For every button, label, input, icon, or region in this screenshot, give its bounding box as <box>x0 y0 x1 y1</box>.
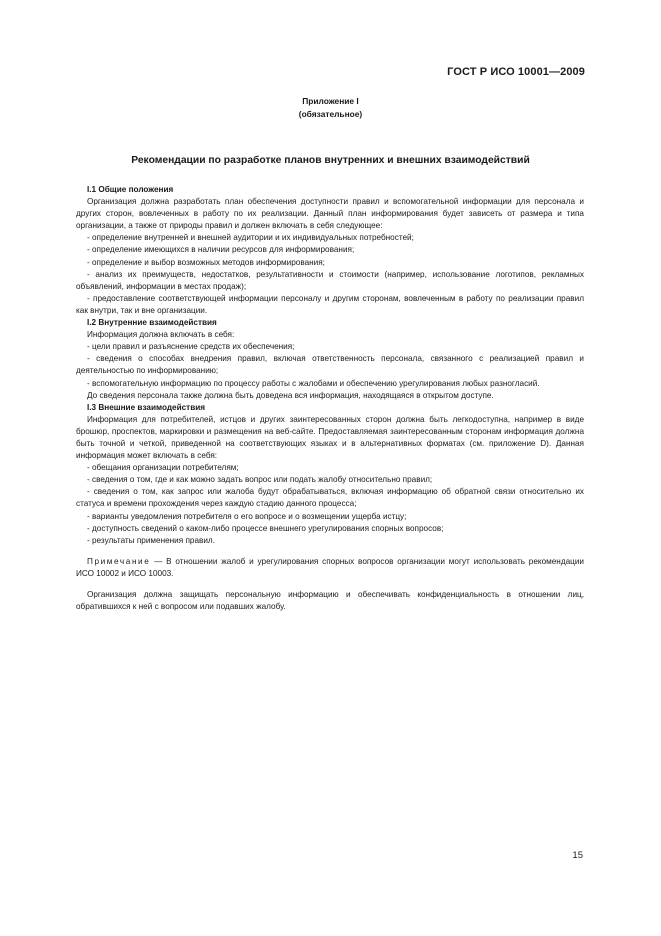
section-heading: I.2 Внутренние взаимодействия <box>87 318 217 328</box>
main-title: Рекомендации по разработке планов внутренних и внешних взаимодействий <box>131 155 530 166</box>
note-text: — В отношении жалоб и урегулирования спорных вопросов организации могут использовать рекомендации ИСО 10002 и ИСО 10003. <box>76 556 584 578</box>
list-item: - доступность сведений о каком-либо процессе внешнего урегулирования спорных вопросов; <box>87 523 444 533</box>
closing-paragraph: Организация должна защищать персональную информацию и обеспечивать конфиденциальность в отношении лиц, обратившихся к ней с вопросом или подавших жалобу. <box>76 590 584 612</box>
section-heading: I.1 Общие положения <box>87 185 174 194</box>
list-item: - анализ их преимуществ, недостатков, результативности и стоимости (например, использование логотипов, рекламных объявлений, информации в местах продаж); <box>76 269 584 291</box>
list-item: - варианты уведомления потребителя о его вопросе и о возмещении ущерба истцу; <box>87 511 407 521</box>
list-item: - цели правил и разъяснение средств их обеспечения; <box>87 342 295 352</box>
list-item: - сведения о том, где и как можно задать вопрос или подать жалобу относительно правил; <box>87 475 433 485</box>
appendix-heading <box>0 95 661 121</box>
appendix-status: (обязательное) <box>298 109 363 119</box>
list-item: - сведения о том, как запрос или жалоба будут обрабатываться, включая информацию об обратной связи относительно их статуса и времени прохождения через каждую стадию данного процесса; <box>76 487 584 509</box>
list-item: - определение внутренней и внешней аудитории и их индивидуальных потребностей; <box>87 233 414 243</box>
list-item: - сведения о способах внедрения правил, включая ответственность персонала, связанного с реализацией правил и деятельностью по информированию; <box>76 354 584 376</box>
section-heading: I.3 Внешние взаимодействия <box>87 402 206 412</box>
section-intro: Информация должна включать в себя: <box>87 330 235 340</box>
section-intro: Информация для потребителей, истцов и других заинтересованных сторон должна быть легкодоступна, например в виде брошюр, проспектов, маркировки и размещения на веб-сайте. Предоставляемая заинтересованным сторонам информация должна быть точной и четкой, приведенной на соответствующих языках и в альтернативных форматах (см. приложение D). Данная информация может включать в себя: <box>76 414 584 461</box>
list-item: - предоставление соответствующей информации персоналу и другим сторонам, вовлеченным в работу по реализации правил как внутри, так и вне организации. <box>76 293 584 315</box>
page-number: 15 <box>572 850 583 861</box>
appendix-title: Приложение I <box>302 96 359 106</box>
list-item: - определение и выбор возможных методов информирования; <box>87 257 325 267</box>
document-code: ГОСТ Р ИСО 10001—2009 <box>447 66 585 78</box>
document-body <box>76 184 584 613</box>
list-item: - определение имеющихся в наличии ресурсов для информирования; <box>87 245 355 255</box>
section-outro: До сведения персонала также должна быть доведена вся информация, находящаяся в открытом доступе. <box>87 390 494 400</box>
list-item: - результаты применения правил. <box>87 535 215 545</box>
list-item: - вспомогательную информацию по процессу работы с жалобами и обеспечению урегулирования любых разногласий. <box>87 378 540 388</box>
note <box>76 556 584 580</box>
list-item: - обещания организации потребителям; <box>87 463 239 473</box>
note-label: Примечание <box>87 556 151 566</box>
section-intro: Организация должна разработать план обеспечения доступности правил и вспомогательной информации для персонала и других сторон, вовлеченных в работу по их реализации. Данный план информирования будет зависеть от размера и типа организации, а также от природы правил и должен включать в себя следующее: <box>76 197 584 231</box>
